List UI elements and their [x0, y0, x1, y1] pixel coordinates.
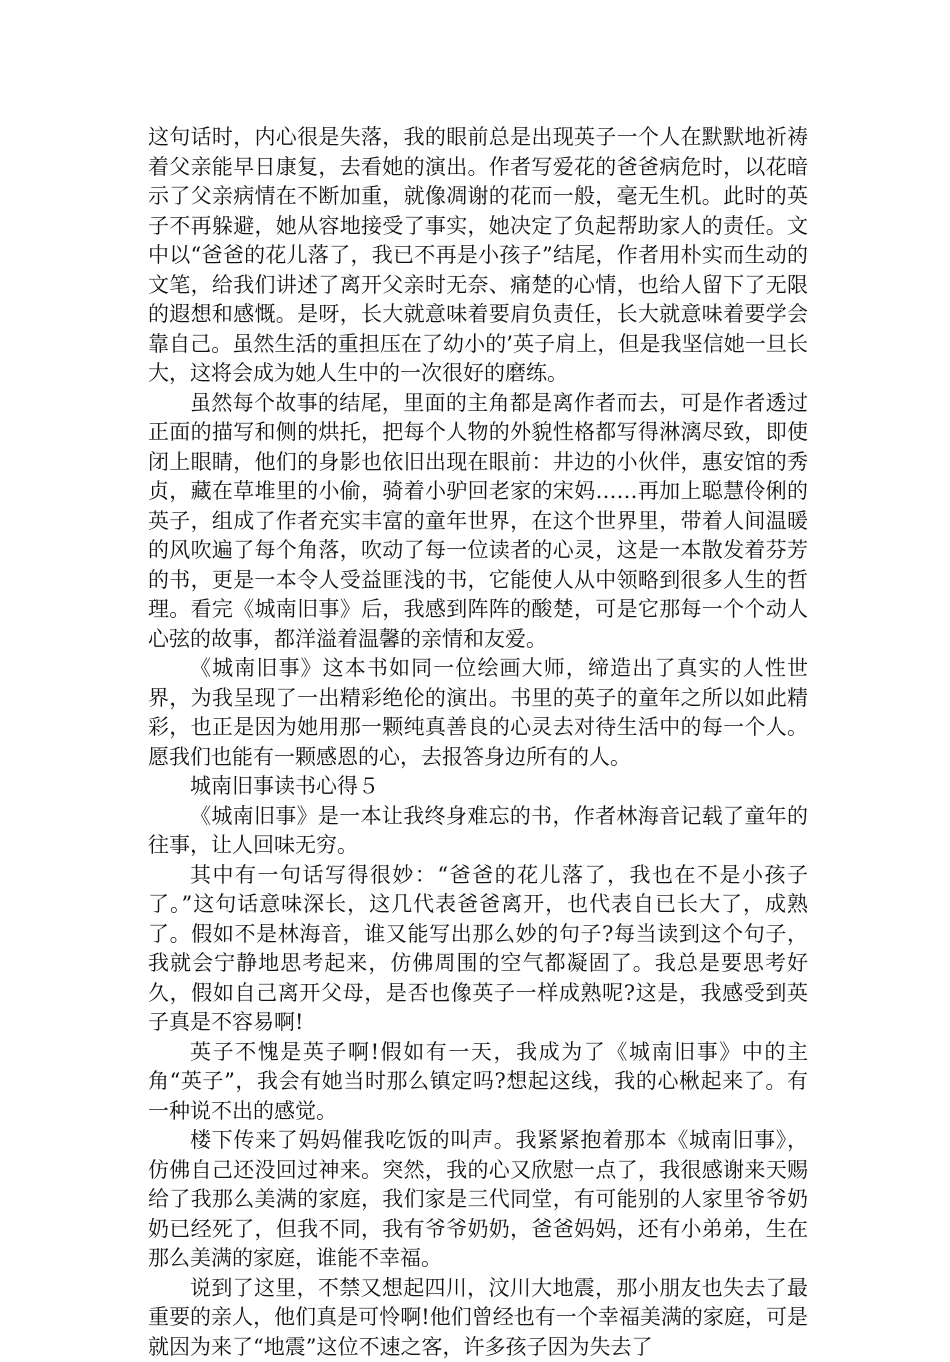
- paragraph-2: 虽然每个故事的结尾，里面的主角都是离作者而去，可是作者透过正面的描写和侧的烘托，把每个人物的外貌性格都写得淋漓尽致，即使闭上眼睛，他们的身影也依旧出现在眼前：井边的小伙伴，惠安馆的秀贞，藏在草堆里的小偷，骑着小驴回老家的宋妈……再加上聪慧伶俐的英子，组成了作者充实丰富的童年世界，在这个世界里，带着人间温暖的风吹遍了每个角落，吹动了每一位读者的心灵，这是一本散发着芬芳的书，更是一本令人受益匪浅的书，它能使人从中领略到很多人生的哲理。看完《城南旧事》后，我感到阵阵的酸楚，可是它那每一个个动人心弦的故事，都洋溢着温馨的亲情和友爱。: [148, 389, 808, 655]
- document-page: [148, 123, 808, 1362]
- paragraph-1: 这句话时，内心很是失落，我的眼前总是出现英子一个人在默默地祈祷着父亲能早日康复，去看她的演出。作者写爱花的爸爸病危时，以花暗示了父亲病情在不断加重，就像凋谢的花而一般，毫无生机。此时的英子不再躲避，她从容地接受了事实，她决定了负起帮助家人的责任。文中以“爸爸的花儿落了，我已不再是小孩子”结尾，作者用朴实而生动的文笔，给我们讲述了离开父亲时无奈、痛楚的心情，也给人留下了无限的遐想和感慨。是呀，长大就意味着要肩负责任，长大就意味着要学会靠自己。虽然生活的重担压在了幼小的’英子肩上，但是我坚信她一旦长大，这将会成为她人生中的一次很好的磨练。: [148, 123, 808, 389]
- paragraph-4: 《城南旧事》是一本让我终身难忘的书，作者林海音记载了童年的往事，让人回味无穷。: [148, 802, 808, 861]
- paragraph-5: 其中有一句话写得很妙：“爸爸的花儿落了，我也在不是小孩子了。”这句话意味深长，这几代表爸爸离开，也代表自已长大了，成熟了。假如不是林海音，谁又能写出那么妙的句子?每当读到这个句子，我就会宁静地思考起来，仿佛周围的空气都凝固了。我总是要思考好久，假如自己离开父母，是否也像英子一样成熟呢?这是，我感受到英子真是不容易啊!: [148, 861, 808, 1038]
- paragraph-6: 英子不愧是英子啊!假如有一天，我成为了《城南旧事》中的主角“英子”，我会有她当时那么镇定吗?想起这线，我的心楸起来了。有一种说不出的感觉。: [148, 1038, 808, 1127]
- section-heading: 城南旧事读书心得５: [148, 772, 808, 802]
- paragraph-7: 楼下传来了妈妈催我吃饭的叫声。我紧紧抱着那本《城南旧事》，仿佛自己还没回过神来。突然，我的心又欣慰一点了，我很感谢来天赐给了我那么美满的家庭，我们家是三代同堂，有可能别的人家里爷爷奶奶已经死了，但我不同，我有爷爷奶奶，爸爸妈妈，还有小弟弟，生在那么美满的家庭，谁能不幸福。: [148, 1126, 808, 1274]
- paragraph-3: 《城南旧事》这本书如同一位绘画大师，缔造出了真实的人性世界，为我呈现了一出精彩绝伦的演出。书里的英子的童年之所以如此精彩，也正是因为她用那一颗纯真善良的心灵去对待生活中的每一个人。愿我们也能有一颗感恩的心，去报答身边所有的人。: [148, 654, 808, 772]
- paragraph-8: 说到了这里，不禁又想起四川，汶川大地震，那小朋友也失去了最重要的亲人，他们真是可怜啊!他们曾经也有一个幸福美满的家庭，可是就因为来了“地震”这位不速之客，许多孩子因为失去了: [148, 1274, 808, 1362]
